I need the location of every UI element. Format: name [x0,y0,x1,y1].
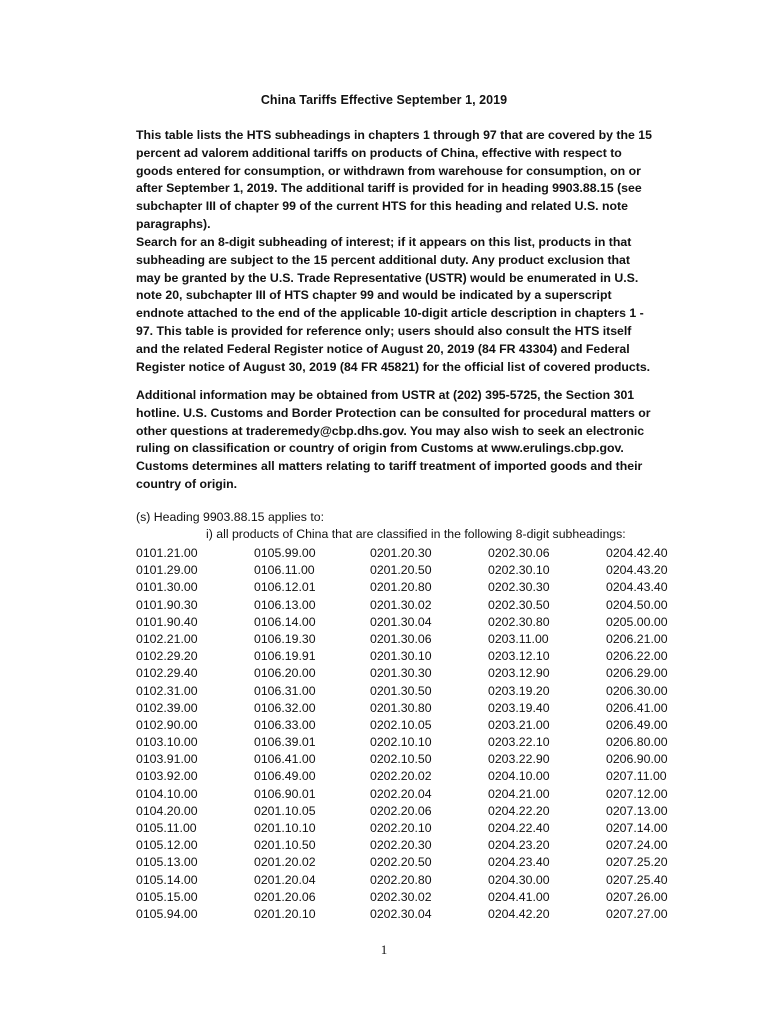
hts-code-cell: 0102.90.00 [136,717,198,732]
hts-code-cell: 0202.30.10 [488,563,550,578]
hts-code-cell: 0102.21.00 [136,631,198,646]
hts-code-cell: 0204.23.40 [488,855,550,870]
hts-code-cell: 0202.20.04 [370,786,432,801]
hts-code-cell: 0207.14.00 [606,821,668,835]
hts-code-cell: 0106.11.00 [254,563,315,578]
hts-code-cell: 0203.19.40 [488,700,550,715]
hts-code-cell: 0106.39.01 [254,735,316,750]
hts-code-column [370,545,470,923]
hts-code-cell: 0202.20.10 [370,821,432,835]
hts-code-cell: 0105.11.00 [136,821,197,835]
hts-code-cell: 0204.21.00 [488,786,550,801]
hts-code-cell: 0101.90.30 [136,597,198,612]
hts-code-cell: 0202.30.06 [488,546,550,560]
hts-code-cell: 0201.30.30 [370,666,432,681]
hts-code-cell: 0202.20.02 [370,769,432,784]
hts-code-cell: 0106.41.00 [254,752,316,767]
hts-code-cell: 0202.10.05 [370,717,432,732]
hts-code-cell: 0103.10.00 [136,735,198,750]
hts-code-column [136,545,236,923]
hts-code-cell: 0203.22.10 [488,735,550,750]
hts-code-cell: 0206.22.00 [606,649,668,664]
additional-info-paragraph: Additional information may be obtained from USTR at (202) 395-5725, the Section 301 hotline. U.S. Customs and Border Protection can be consulted for procedural matters or other questions at traderemedy@cbp.dhs.gov. You may also wish to seek an electronic ruling on classification or country of origin from Customs at www.erulings.cbp.gov. Customs determines all matters relating to tariff treatment of imported goods and their country of origin. [136,388,651,491]
hts-code-cell: 0201.20.02 [254,855,316,870]
hts-code-cell: 0202.30.50 [488,597,550,612]
hts-code-cell: 0202.30.80 [488,614,550,629]
document-title: China Tariffs Effective September 1, 2019 [260,93,508,107]
hts-code-cell: 0203.22.90 [488,752,550,767]
hts-code-cell: 0204.41.00 [488,889,550,904]
search-instructions-paragraph: Search for an 8-digit subheading of interest; if it appears on this list, products in that subheading are subject to the 15 percent additional duty. Any product exclusion that may be granted by the U.S. Trade Representative (USTR) would be enumerated in U.S. note 20, subchapter III of HTS chapter 99 and would be indicated by a superscript endnote attached to the end of the applicable 10-digit article description in chapters 1 - 97. This table is provided for reference only; users should also consult the HTS itself and the related Federal Register notice of August 20, 2019 (84 FR 43304) and Federal Register notice of August 30, 2019 (84 FR 45821) for the official list of covered products. [136,235,651,374]
hts-code-cell: 0103.92.00 [136,769,198,784]
intro-paragraph: This table lists the HTS subheadings in chapters 1 through 97 that are covered by the 15 percent ad valorem additional tariffs on products of China, effective with respect to goods entered for consumption, or withdrawn from warehouse for consumption, on or after September 1, 2019. The additional tariff is provided for in heading 9903.88.15 (see subchapter III of chapter 99 of the current HTS for this heading and related U.S. note paragraphs). [136,128,652,231]
hts-code-cell: 0201.10.50 [254,838,316,853]
hts-code-cell: 0106.14.00 [254,614,316,629]
hts-code-cell: 0101.29.00 [136,563,198,578]
hts-code-cell: 0102.39.00 [136,700,198,715]
hts-code-cell: 0202.20.50 [370,855,432,870]
hts-code-cell: 0206.41.00 [606,700,668,715]
hts-code-cell: 0106.90.01 [254,786,316,801]
hts-code-cell: 0203.11.00 [488,631,549,646]
hts-code-cell: 0202.20.06 [370,803,432,818]
hts-code-cell: 0204.43.20 [606,563,668,578]
hts-code-column [606,545,706,923]
hts-code-cell: 0105.94.00 [136,906,198,921]
hts-code-cell: 0201.20.50 [370,563,432,578]
hts-code-cell: 0207.26.00 [606,889,668,904]
hts-code-cell: 0106.32.00 [254,700,316,715]
hts-code-cell: 0202.10.50 [370,752,432,767]
hts-code-cell: 0206.49.00 [606,717,668,732]
hts-code-cell: 0204.42.20 [488,906,550,921]
hts-code-cell: 0207.24.00 [606,838,668,853]
hts-code-cell: 0201.30.02 [370,597,432,612]
hts-code-cell: 0202.30.02 [370,889,432,904]
hts-code-cell: 0207.12.00 [606,786,668,801]
hts-code-cell: 0202.30.30 [488,580,550,595]
hts-code-cell: 0203.12.10 [488,649,550,664]
hts-code-cell: 0105.99.00 [254,546,316,560]
hts-code-cell: 0206.90.00 [606,752,668,767]
hts-code-cell: 0102.29.20 [136,649,198,664]
hts-code-cell: 0203.12.90 [488,666,550,681]
hts-code-cell: 0101.21.00 [136,546,198,560]
hts-code-cell: 0204.42.40 [606,546,668,560]
hts-code-cell: 0207.13.00 [606,803,668,818]
hts-code-cell: 0207.25.40 [606,872,668,887]
hts-code-cell: 0207.25.20 [606,855,668,870]
hts-code-cell: 0105.12.00 [136,838,198,853]
hts-code-cell: 0105.15.00 [136,889,198,904]
hts-code-cell: 0204.43.40 [606,580,668,595]
hts-code-cell: 0201.10.05 [254,803,316,818]
hts-code-cell: 0201.20.30 [370,546,432,560]
hts-code-cell: 0205.00.00 [606,614,668,629]
hts-code-column [254,545,354,923]
hts-code-cell: 0204.10.00 [488,769,550,784]
hts-code-cell: 0202.20.30 [370,838,432,853]
hts-code-cell: 0206.30.00 [606,683,668,698]
hts-code-cell: 0202.10.10 [370,735,432,750]
hts-code-cell: 0104.20.00 [136,803,198,818]
hts-code-cell: 0101.90.40 [136,614,198,629]
hts-code-cell: 0204.30.00 [488,872,550,887]
hts-code-cell: 0106.12.01 [254,580,316,595]
hts-code-cell: 0203.19.20 [488,683,550,698]
hts-code-cell: 0204.50.00 [606,597,668,612]
hts-code-cell: 0102.29.40 [136,666,198,681]
hts-code-cell: 0201.30.50 [370,683,432,698]
hts-code-cell: 0203.21.00 [488,717,550,732]
hts-code-cell: 0105.14.00 [136,872,198,887]
hts-code-cell: 0204.22.20 [488,803,550,818]
hts-code-cell: 0206.80.00 [606,735,668,750]
hts-code-cell: 0102.31.00 [136,683,198,698]
hts-code-cell: 0104.10.00 [136,786,198,801]
hts-code-cell: 0207.27.00 [606,906,668,921]
hts-code-cell: 0101.30.00 [136,580,198,595]
hts-code-cell: 0106.20.00 [254,666,316,681]
hts-code-cell: 0106.31.00 [254,683,316,698]
hts-code-cell: 0106.49.00 [254,769,316,784]
hts-code-cell: 0106.19.91 [254,649,316,664]
hts-code-cell: 0201.20.80 [370,580,432,595]
subheadings-intro-line: i) all products of China that are classified in the following 8-digit subheadings: [206,527,626,541]
hts-code-cell: 0201.30.04 [370,614,432,629]
hts-code-cell: 0201.10.10 [254,821,316,835]
hts-code-cell: 0206.29.00 [606,666,668,681]
page-number: 1 [380,942,388,957]
hts-code-table [136,545,696,929]
hts-code-cell: 0202.20.80 [370,872,432,887]
hts-code-cell: 0201.30.10 [370,649,432,664]
hts-code-cell: 0103.91.00 [136,752,198,767]
hts-code-cell: 0202.30.04 [370,906,432,921]
hts-code-cell: 0201.20.06 [254,889,316,904]
hts-code-cell: 0105.13.00 [136,855,198,870]
hts-code-cell: 0106.13.00 [254,597,316,612]
hts-code-cell: 0106.33.00 [254,717,316,732]
hts-code-cell: 0106.19.30 [254,631,316,646]
hts-code-cell: 0206.21.00 [606,631,668,646]
hts-code-cell: 0201.30.80 [370,700,432,715]
heading-applies-line: (s) Heading 9903.88.15 applies to: [136,510,324,524]
hts-code-cell: 0204.22.40 [488,821,550,835]
hts-code-cell: 0207.11.00 [606,769,667,784]
hts-code-cell: 0204.23.20 [488,838,550,853]
hts-code-column [488,545,588,923]
hts-code-cell: 0201.20.04 [254,872,316,887]
hts-code-cell: 0201.30.06 [370,631,432,646]
hts-code-cell: 0201.20.10 [254,906,316,921]
